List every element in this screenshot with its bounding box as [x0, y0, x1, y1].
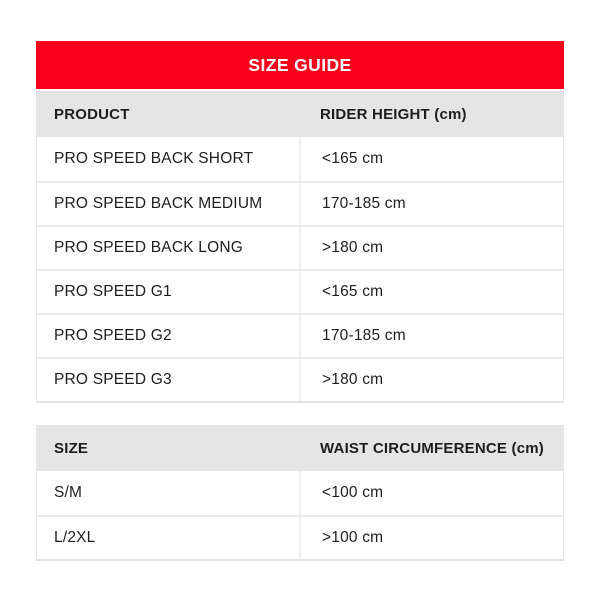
table-row — [37, 515, 563, 559]
column-header-product: PRODUCT — [54, 105, 130, 123]
size-guide-panel — [36, 41, 564, 561]
column-header-rider-height: RIDER HEIGHT (cm) — [320, 105, 467, 123]
height-value-cell: >180 cm — [299, 359, 563, 401]
waist-size-table — [36, 425, 564, 561]
waist-value-cell: <100 cm — [299, 471, 563, 515]
table-row — [37, 181, 563, 225]
table-row — [37, 269, 563, 313]
product-cell: PRO SPEED BACK LONG — [54, 239, 243, 256]
height-value-cell: 170-185 cm — [299, 183, 563, 225]
column-header-size: SIZE — [54, 439, 89, 457]
waist-value-cell: >100 cm — [299, 517, 563, 559]
product-cell: PRO SPEED G3 — [54, 371, 172, 388]
table-row — [37, 137, 563, 181]
product-cell: PRO SPEED G1 — [54, 283, 172, 300]
height-value-cell: <165 cm — [299, 271, 563, 313]
table-row — [37, 357, 563, 401]
product-cell: PRO SPEED BACK MEDIUM — [54, 195, 263, 212]
table-row — [37, 225, 563, 269]
table-header-row — [37, 425, 563, 471]
table-header-row — [37, 91, 563, 137]
product-cell: PRO SPEED BACK SHORT — [54, 150, 254, 167]
product-cell: PRO SPEED G2 — [54, 327, 172, 344]
table-row — [37, 313, 563, 357]
height-value-cell: 170-185 cm — [299, 315, 563, 357]
product-height-table — [36, 91, 564, 403]
size-cell: L/2XL — [54, 529, 96, 546]
height-value-cell: >180 cm — [299, 227, 563, 269]
column-header-waist-circumference: WAIST CIRCUMFERENCE (cm) — [320, 439, 544, 457]
table-row — [37, 471, 563, 515]
page-title: SIZE GUIDE — [248, 54, 352, 75]
height-value-cell: <165 cm — [299, 137, 563, 181]
size-guide-banner — [36, 41, 564, 89]
size-cell: S/M — [54, 484, 83, 501]
